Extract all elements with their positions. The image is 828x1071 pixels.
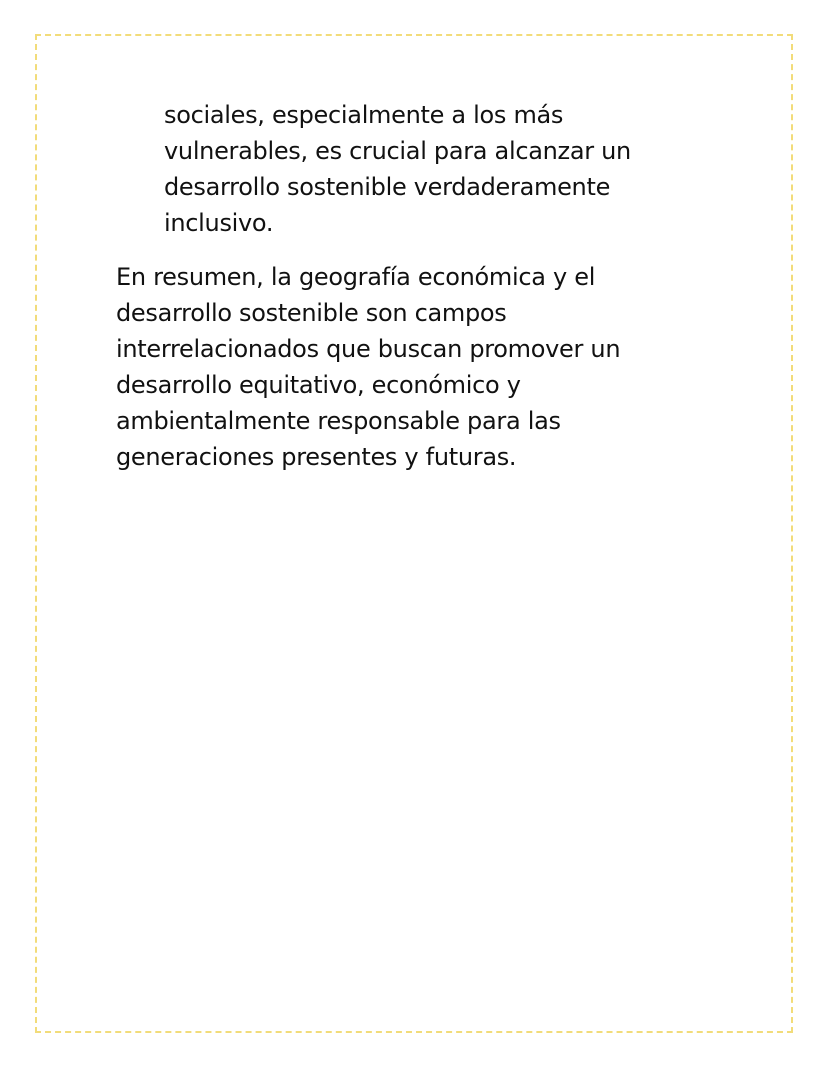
text-line: ambientalmente responsable para las bbox=[116, 407, 561, 435]
text-line: desarrollo sostenible verdaderamente bbox=[164, 173, 611, 201]
list-item-continuation bbox=[164, 97, 631, 241]
text-line: interrelacionados que buscan promover un bbox=[116, 335, 621, 363]
text-line: vulnerables, es crucial para alcanzar un bbox=[164, 137, 631, 165]
text-line: desarrollo equitativo, económico y bbox=[116, 371, 521, 399]
text-line: En resumen, la geografía económica y el bbox=[116, 263, 596, 291]
text-line: desarrollo sostenible son campos bbox=[116, 299, 507, 327]
text-line: sociales, especialmente a los más bbox=[164, 101, 564, 129]
text-line: generaciones presentes y futuras. bbox=[116, 443, 517, 471]
summary-paragraph bbox=[116, 259, 620, 475]
text-line: inclusivo. bbox=[164, 209, 274, 237]
